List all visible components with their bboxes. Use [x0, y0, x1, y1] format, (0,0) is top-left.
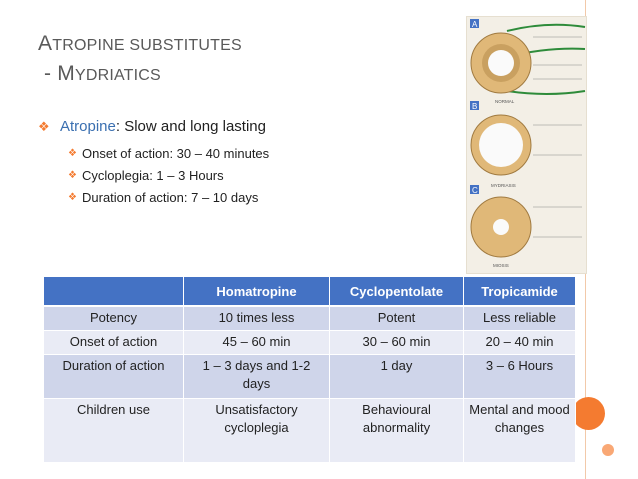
sub-bullet: ❖ Cycloplegia: 1 – 3 Hours — [68, 165, 269, 187]
table-cell: Less reliable — [464, 306, 576, 330]
svg-text:NORMAL: NORMAL — [495, 99, 515, 104]
table-row — [44, 398, 576, 462]
sub-bullet-list — [68, 143, 269, 209]
table-header-cell: Homatropine — [184, 277, 330, 306]
table-header-cell — [44, 277, 184, 306]
pupil-diagram-figure — [466, 16, 587, 274]
main-bullet-text: : Slow and long lasting — [115, 118, 266, 135]
slide-title: ATROPINE SUBSTITUTES - MYDRIATICS — [38, 32, 242, 85]
bullet-icon: ❖ — [68, 192, 77, 203]
panel-miosis — [470, 185, 582, 268]
sub-bullet: ❖ Duration of action: 7 – 10 days — [68, 187, 269, 209]
table-row — [44, 306, 576, 330]
table-header-cell: Tropicamide — [464, 277, 576, 306]
table-row — [44, 330, 576, 354]
panel-mydriasis — [470, 101, 582, 188]
table-cell: Unsatisfactory cycloplegia — [184, 398, 330, 462]
bullet-icon: ❖ — [68, 148, 77, 159]
table-cell: 10 times less — [184, 306, 330, 330]
table-cell: Onset of action — [44, 330, 184, 354]
svg-text:A: A — [472, 20, 478, 29]
table-cell: 1 day — [330, 354, 464, 398]
comparison-table — [44, 277, 576, 463]
table-row — [44, 354, 576, 398]
table-cell: Behavioural abnormality — [330, 398, 464, 462]
table-cell: 3 – 6 Hours — [464, 354, 576, 398]
table-header-cell: Cyclopentolate — [330, 277, 464, 306]
table-cell: 20 – 40 min — [464, 330, 576, 354]
table-cell: Mental and mood changes — [464, 398, 576, 462]
table-cell: 30 – 60 min — [330, 330, 464, 354]
main-bullet-key: Atropine — [60, 118, 116, 135]
svg-text:MIOSIS: MIOSIS — [493, 263, 509, 268]
decorative-small-circle — [602, 444, 614, 456]
svg-text:B: B — [472, 102, 478, 111]
table-header-row — [44, 277, 576, 306]
table-cell: 45 – 60 min — [184, 330, 330, 354]
table-cell: Potent — [330, 306, 464, 330]
table-cell: Potency — [44, 306, 184, 330]
svg-text:C: C — [472, 186, 478, 195]
main-bullet — [38, 118, 266, 135]
svg-text:MYDRIASIS: MYDRIASIS — [491, 183, 516, 188]
bullet-icon: ❖ — [38, 119, 50, 134]
table-cell: Children use — [44, 398, 184, 462]
panel-normal — [470, 19, 585, 104]
bullet-icon: ❖ — [68, 170, 77, 181]
table-cell: 1 – 3 days and 1-2 days — [184, 354, 330, 398]
table-cell: Duration of action — [44, 354, 184, 398]
decorative-orange-circle — [572, 397, 605, 430]
sub-bullet: ❖ Onset of action: 30 – 40 minutes — [68, 143, 269, 165]
